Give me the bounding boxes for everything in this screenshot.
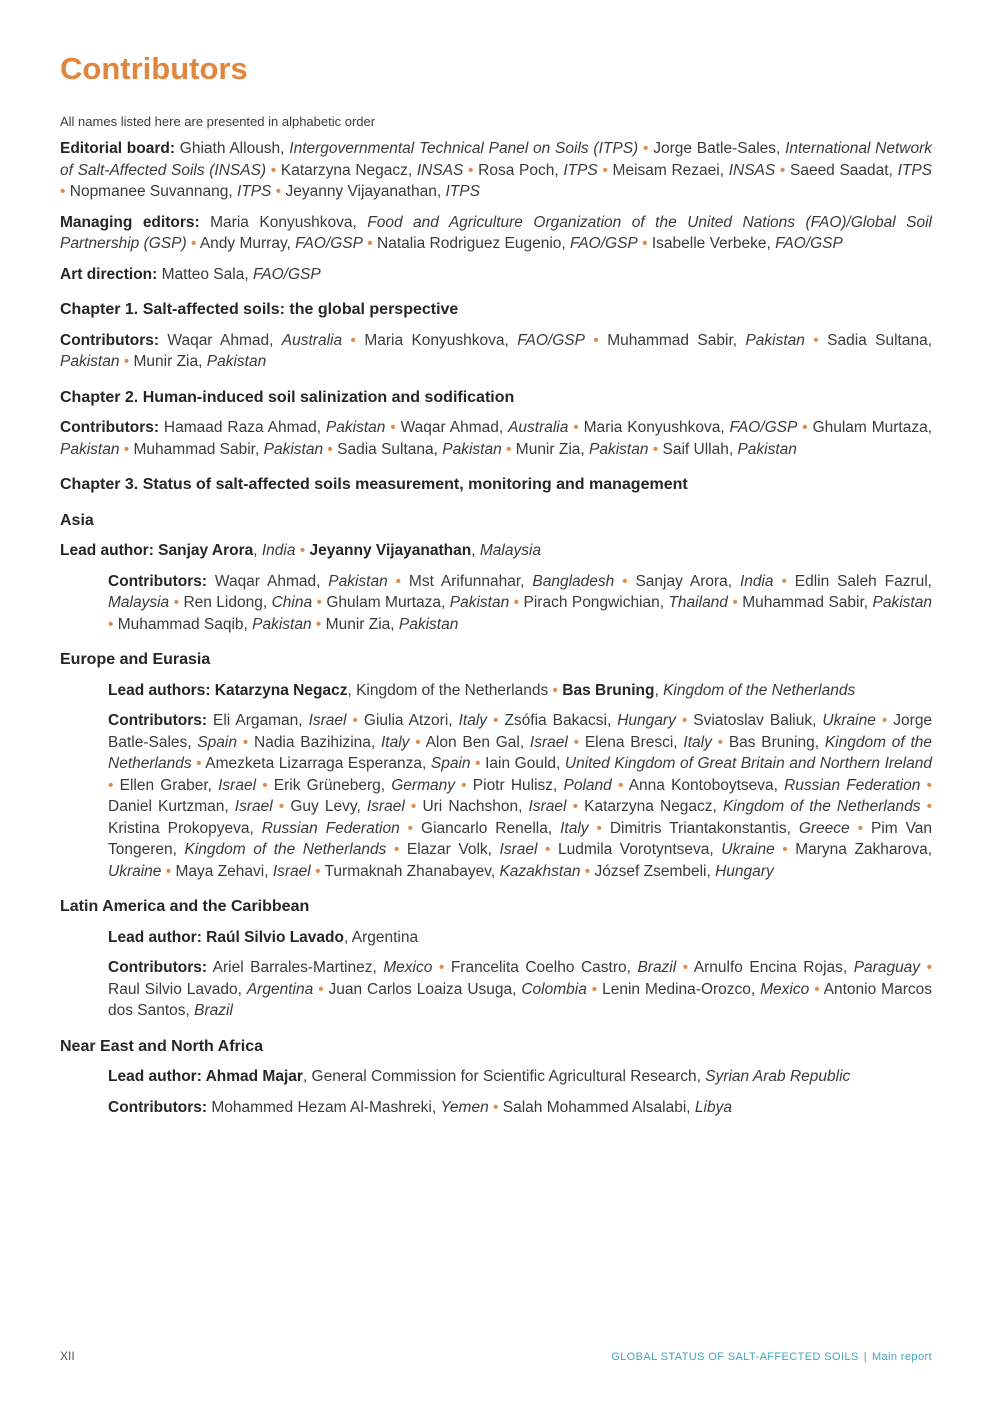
bullet-separator-icon: •: [642, 140, 649, 157]
bullet-separator-icon: •: [802, 419, 808, 436]
name-text: Waqar Ahmad,: [207, 572, 329, 590]
bullet-separator-icon: •: [278, 798, 285, 815]
affiliation-text: Italy: [381, 733, 410, 751]
bullet-separator-icon: •: [779, 161, 786, 179]
bullet-separator-icon: •: [165, 862, 172, 880]
affiliation-text: Malaysia: [108, 594, 170, 611]
bullet-separator-icon: •: [781, 572, 787, 590]
name-text: Salah Mohammed Alsalabi,: [502, 1098, 695, 1116]
affiliation-text: Mexico: [383, 959, 433, 976]
name-text: Saif Ullah,: [662, 440, 738, 458]
name-text: Antonio Marcos dos Santos,: [108, 980, 932, 1019]
content-blocks: [60, 138, 932, 1118]
name-text: Natalia Rodriguez Eugenio,: [377, 235, 571, 252]
bullet-separator-icon: •: [622, 572, 628, 590]
name-text: Turmaknah Zhanabayev,: [324, 862, 500, 880]
label-text: Lead author: Raúl Silvio Lavado: [108, 928, 344, 946]
name-text: Ghulam Murtaza,: [812, 419, 933, 436]
bullet-separator-icon: •: [732, 594, 738, 611]
affiliation-text: Israel: [529, 733, 568, 751]
bullet-separator-icon: •: [60, 183, 66, 200]
bullet-separator-icon: •: [782, 841, 788, 858]
affiliation-text: ITPS: [897, 161, 933, 179]
name-text: Dimitris Triantakonstantis,: [609, 819, 799, 837]
bullet-separator-icon: •: [270, 161, 277, 179]
affiliation-text: Kingdom of the Netherlands: [722, 798, 921, 815]
name-text: Arnulfo Encina Rojas,: [693, 959, 854, 976]
name-text: Francelita Coelho Castro,: [450, 959, 638, 976]
label-text: Art direction:: [60, 265, 158, 283]
name-text: Maryna Zakharova,: [795, 841, 933, 858]
label-text: Contributors:: [108, 712, 208, 729]
bullet-separator-icon: •: [108, 615, 114, 633]
affiliation-text: Pakistan: [325, 419, 386, 436]
name-text: Sanjay Arora,: [635, 572, 740, 590]
page-footer: [60, 1349, 932, 1363]
affiliation-text: Russian Federation: [784, 776, 921, 794]
name-text: Raul Silvio Lavado,: [108, 980, 247, 998]
name-text: Katarzyna Negacz,: [584, 798, 723, 815]
paragraph: [60, 330, 932, 373]
name-text: Muhammad Saqib,: [117, 615, 253, 633]
bullet-separator-icon: •: [493, 712, 499, 729]
name-text: Waqar Ahmad,: [159, 331, 282, 349]
page-number: XII: [60, 1349, 75, 1363]
bullet-separator-icon: •: [681, 712, 688, 729]
name-text: Giancarlo Renella,: [421, 819, 561, 837]
bullet-separator-icon: •: [415, 733, 421, 751]
name-text: Munir Zia,: [133, 353, 207, 370]
affiliation-text: Pakistan: [872, 594, 932, 611]
bullet-separator-icon: •: [596, 819, 602, 837]
affiliation-text: ITPS: [236, 183, 272, 200]
bullet-separator-icon: •: [493, 1098, 499, 1116]
name-text: Piotr Hulisz,: [472, 776, 564, 794]
name-text: Saeed Saadat,: [789, 161, 898, 179]
affiliation-text: Libya: [694, 1098, 732, 1116]
paragraph: [60, 138, 932, 203]
name-text: Erik Grüneberg,: [273, 776, 392, 794]
affiliation-text: FAO/GSP: [252, 265, 321, 283]
name-text: Muhammad Sabir,: [133, 440, 264, 458]
affiliation-text: Greece: [798, 819, 850, 837]
bullet-separator-icon: •: [602, 161, 608, 179]
affiliation-text: Russian Federation: [261, 819, 400, 837]
name-text: Guy Levy,: [290, 798, 367, 815]
affiliation-text: Pakistan: [328, 572, 388, 590]
bullet-separator-icon: •: [506, 440, 512, 458]
name-text: Daniel Kurtzman,: [108, 798, 235, 815]
name-text: Isabelle Verbeke,: [651, 235, 776, 252]
name-text: Rosa Poch,: [478, 161, 564, 179]
report-name: GLOBAL STATUS OF SALT-AFFECTED SOILS: [611, 1351, 859, 1363]
affiliation-text: ITPS: [445, 183, 480, 200]
bullet-separator-icon: •: [926, 776, 932, 794]
bullet-separator-icon: •: [573, 419, 579, 436]
name-text: Pim Van Tongeren,: [108, 819, 933, 858]
name-text: József Zsembeli,: [594, 862, 716, 880]
affiliation-text: FAO/GSP: [517, 331, 585, 349]
bullet-separator-icon: •: [682, 959, 689, 976]
affiliation-text: Pakistan: [252, 615, 312, 633]
name-text: Hamaad Raza Ahmad,: [159, 419, 326, 436]
affiliation-text: Israel: [499, 841, 538, 858]
name-text: Ellen Graber,: [119, 776, 219, 794]
name-text: Amezketa Lizarraga Esperanza,: [205, 755, 431, 772]
affiliation-text: China: [271, 594, 313, 611]
affiliation-text: Israel: [272, 862, 311, 880]
region-heading: Europe and Eurasia: [60, 651, 211, 668]
alphabetic-order-note: All names listed here are presented in alphabetic order: [60, 114, 376, 129]
bullet-separator-icon: •: [390, 419, 396, 436]
bullet-separator-icon: •: [545, 841, 551, 858]
bullet-separator-icon: •: [438, 959, 445, 976]
name-text: Elena Bresci,: [584, 733, 684, 751]
name-text: , Kingdom of the Netherlands: [347, 681, 549, 699]
affiliation-text: Kingdom of the Netherlands: [108, 733, 933, 772]
name-text: Ghulam Murtaza,: [326, 594, 450, 611]
affiliation-text: Brazil: [194, 1002, 233, 1019]
affiliation-text: Australia: [281, 331, 343, 349]
bullet-separator-icon: •: [857, 819, 864, 837]
label-text: Contributors:: [108, 959, 208, 976]
bullet-separator-icon: •: [410, 798, 417, 815]
bullet-separator-icon: •: [717, 733, 724, 751]
region-heading: Asia: [60, 511, 94, 529]
name-text: Bas Bruning,: [728, 733, 825, 751]
affiliation-text: Pakistan: [263, 440, 324, 458]
affiliation-text: India: [261, 542, 296, 559]
name-text: Edlin Saleh Fazrul,: [794, 572, 932, 590]
bullet-separator-icon: •: [513, 594, 520, 611]
affiliation-text: Malaysia: [479, 542, 542, 559]
name-text: Maria Konyushkova,: [199, 213, 368, 231]
name-text: Jeyanny Vijayanathan,: [285, 183, 446, 200]
name-text: Elazar Volk,: [406, 841, 500, 858]
affiliation-text: Ukraine: [108, 862, 162, 880]
name-text: ,: [471, 542, 480, 559]
affiliation-text: Pakistan: [589, 440, 649, 458]
label-text: Lead author: Ahmad Majar: [108, 1068, 303, 1085]
affiliation-text: Israel: [218, 776, 257, 794]
name-text: Munir Zia,: [325, 615, 399, 633]
region-heading: Near East and North Africa: [60, 1037, 264, 1055]
page-content: [60, 50, 932, 1118]
name-text: Ghiath Alloush,: [175, 140, 290, 157]
bullet-separator-icon: •: [299, 542, 306, 559]
name-text: Ren Lidong,: [183, 594, 272, 611]
bullet-separator-icon: •: [318, 980, 324, 998]
affiliation-text: Thailand: [668, 594, 728, 611]
report-title: [611, 1351, 932, 1363]
name-text: Sadia Sultana,: [827, 331, 933, 349]
affiliation-text: Pakistan: [449, 594, 510, 611]
bullet-separator-icon: •: [393, 841, 400, 858]
affiliation-text: Poland: [563, 776, 612, 794]
bullet-separator-icon: •: [813, 331, 819, 349]
name-text: Maria Konyushkova,: [583, 419, 730, 436]
bullet-separator-icon: •: [593, 331, 599, 349]
lead-author-line: [60, 540, 932, 562]
lead-author-line: [108, 927, 932, 949]
bullet-separator-icon: •: [573, 733, 580, 751]
label-text: Managing editors:: [60, 213, 200, 231]
bullet-separator-icon: •: [327, 440, 333, 458]
name-text: , General Commission for Scientific Agricultural Research,: [302, 1068, 706, 1085]
name-text: Sviatoslav Baliuk,: [693, 712, 823, 729]
affiliation-text: Italy: [458, 712, 488, 729]
bullet-separator-icon: •: [617, 776, 624, 794]
region-heading: Latin America and the Caribbean: [60, 898, 310, 915]
paragraph: [108, 1097, 932, 1119]
bullet-separator-icon: •: [461, 776, 467, 794]
affiliation-text: ITPS: [563, 161, 598, 179]
affiliation-text: FAO/GSP: [775, 235, 843, 252]
name-text: Alon Ben Gal,: [425, 733, 530, 751]
paragraph: [108, 571, 932, 636]
name-text: Ludmila Vorotyntseva,: [557, 841, 722, 858]
affiliation-text: International Network of Salt-Affected Soils (INSAS): [60, 140, 933, 179]
name-text: Andy Murray,: [199, 235, 296, 252]
bullet-separator-icon: •: [552, 681, 558, 699]
name-text: ,: [253, 542, 262, 559]
name-text: , Argentina: [343, 928, 419, 946]
lead-author-line: [108, 680, 932, 702]
affiliation-text: Hungary: [715, 862, 774, 880]
label-text: Jeyanny Vijayanathan: [309, 542, 472, 559]
name-text: Maria Konyushkova,: [364, 331, 518, 349]
name-text: Munir Zia,: [515, 440, 589, 458]
paragraph: [108, 957, 932, 1022]
affiliation-text: INSAS: [416, 161, 464, 179]
bullet-separator-icon: •: [591, 980, 598, 998]
name-text: Sadia Sultana,: [337, 440, 443, 458]
affiliation-text: Australia: [508, 419, 569, 436]
affiliation-text: FAO/GSP: [295, 235, 363, 252]
affiliation-text: Kazakhstan: [499, 862, 581, 880]
bullet-separator-icon: •: [352, 712, 358, 729]
affiliation-text: Ukraine: [822, 712, 876, 729]
affiliation-text: Israel: [528, 798, 567, 815]
affiliation-text: Pakistan: [60, 353, 120, 370]
name-text: Nopmanee Suvannang,: [69, 183, 237, 200]
page-title: Contributors: [60, 51, 248, 86]
affiliation-text: Kingdom of the Netherlands: [184, 841, 387, 858]
name-text: Jorge Batle-Sales,: [653, 140, 786, 157]
bullet-separator-icon: •: [881, 712, 888, 729]
chapter-heading: Chapter 3. Status of salt-affected soils measurement, monitoring and management: [60, 476, 688, 493]
bullet-separator-icon: •: [395, 572, 402, 590]
affiliation-text: INSAS: [728, 161, 776, 179]
bullet-separator-icon: •: [262, 776, 268, 794]
label-text: Contributors:: [60, 419, 160, 436]
bullet-separator-icon: •: [367, 235, 373, 252]
bullet-separator-icon: •: [926, 798, 933, 815]
name-text: Ariel Barrales-Martinez,: [207, 959, 384, 976]
name-text: Eli Argaman,: [207, 712, 309, 729]
affiliation-text: Germany: [391, 776, 455, 794]
name-text: Pirach Pongwichian,: [523, 594, 669, 611]
bullet-separator-icon: •: [468, 161, 474, 179]
affiliation-text: Italy: [683, 733, 712, 751]
name-text: Maya Zehavi,: [175, 862, 273, 880]
name-text: ,: [654, 681, 664, 699]
paragraph: [60, 212, 932, 255]
name-text: Lenin Medina-Orozco,: [602, 980, 761, 998]
affiliation-text: Bangladesh: [532, 572, 615, 590]
bullet-separator-icon: •: [123, 353, 130, 370]
affiliation-text: United Kingdom of Great Britain and Northern Ireland: [564, 755, 932, 772]
affiliation-text: FAO/GSP: [729, 419, 798, 436]
bullet-separator-icon: •: [584, 862, 591, 880]
name-text: Iain Gould,: [485, 755, 565, 772]
bullet-separator-icon: •: [814, 980, 820, 998]
name-text: Jorge Batle-Sales,: [108, 712, 933, 751]
affiliation-text: Israel: [366, 798, 405, 815]
affiliation-text: Kingdom of the Netherlands: [663, 681, 856, 699]
affiliation-text: Spain: [430, 755, 471, 772]
paragraph: [60, 264, 932, 286]
bullet-separator-icon: •: [350, 331, 356, 349]
affiliation-text: Pakistan: [745, 331, 805, 349]
name-text: Mst Arifunnahar,: [408, 572, 533, 590]
bullet-separator-icon: •: [407, 819, 414, 837]
paragraph: [60, 417, 932, 460]
affiliation-text: Syrian Arab Republic: [705, 1068, 851, 1085]
bullet-separator-icon: •: [315, 615, 322, 633]
bullet-separator-icon: •: [275, 183, 282, 200]
affiliation-text: Colombia: [521, 980, 587, 998]
affiliation-text: Pakistan: [737, 440, 797, 458]
name-text: Muhammad Sabir,: [742, 594, 873, 611]
bullet-separator-icon: •: [190, 235, 197, 252]
report-subtitle: Main report: [871, 1351, 932, 1363]
affiliation-text: Pakistan: [60, 440, 120, 458]
bullet-separator-icon: •: [173, 594, 180, 611]
name-text: Waqar Ahmad,: [400, 419, 509, 436]
label-text: Bas Bruning: [562, 681, 655, 699]
chapter-heading: Chapter 2. Human-induced soil salinization and sodification: [60, 388, 515, 406]
affiliation-text: Mexico: [760, 980, 810, 998]
affiliation-text: Israel: [234, 798, 273, 815]
label-text: Lead author: Sanjay Arora: [60, 542, 254, 559]
name-text: Muhammad Sabir,: [607, 331, 746, 349]
affiliation-text: Spain: [197, 733, 237, 751]
affiliation-text: Yemen: [440, 1098, 489, 1116]
name-text: Nadia Bazihizina,: [254, 733, 381, 751]
name-text: Juan Carlos Loaiza Usuga,: [328, 980, 522, 998]
affiliation-text: Hungary: [617, 712, 676, 729]
affiliation-text: FAO/GSP: [570, 235, 638, 252]
name-text: Katarzyna Negacz,: [280, 161, 417, 179]
affiliation-text: India: [739, 572, 774, 590]
affiliation-text: Argentina: [246, 980, 314, 998]
name-text: Kristina Prokopyeva,: [108, 819, 262, 837]
name-text: Uri Nachshon,: [422, 798, 529, 815]
label-text: Contributors:: [60, 331, 160, 349]
paragraph: [108, 710, 932, 882]
name-text: Mohammed Hezam Al-Mashreki,: [207, 1098, 441, 1116]
affiliation-text: Food and Agriculture Organization of the United Nations (FAO)/Global Soil Partnership (GSP): [60, 213, 932, 252]
label-text: Contributors:: [108, 1098, 208, 1116]
label-text: Editorial board:: [60, 140, 175, 157]
affiliation-text: Pakistan: [442, 440, 502, 458]
lead-author-line: [108, 1066, 932, 1088]
name-text: Zsófia Bakacsi,: [504, 712, 618, 729]
bullet-separator-icon: •: [242, 733, 249, 751]
name-text: Matteo Sala,: [157, 265, 253, 283]
affiliation-text: Intergovernmental Technical Panel on Soils (ITPS): [289, 140, 639, 157]
bullet-separator-icon: •: [642, 235, 648, 252]
bullet-separator-icon: •: [652, 440, 659, 458]
affiliation-text: Italy: [560, 819, 589, 837]
chapter-heading: Chapter 1. Salt-affected soils: the global perspective: [60, 301, 459, 318]
bullet-separator-icon: •: [196, 755, 202, 772]
bullet-separator-icon: •: [315, 862, 321, 880]
bullet-separator-icon: •: [475, 755, 481, 772]
affiliation-text: Ukraine: [721, 841, 775, 858]
bullet-separator-icon: •: [108, 776, 114, 794]
affiliation-text: Pakistan: [398, 615, 459, 633]
name-text: Meisam Rezaei,: [612, 161, 729, 179]
affiliation-text: Israel: [308, 712, 347, 729]
bullet-separator-icon: •: [572, 798, 578, 815]
affiliation-text: Brazil: [637, 959, 677, 976]
name-text: Anna Kontoboytseva,: [628, 776, 785, 794]
label-text: Lead authors: Katarzyna Negacz: [108, 681, 348, 699]
name-text: Giulia Atzori,: [363, 712, 459, 729]
affiliation-text: Paraguay: [853, 959, 921, 976]
footer-separator: |: [863, 1351, 867, 1363]
label-text: Contributors:: [108, 572, 208, 590]
bullet-separator-icon: •: [926, 959, 932, 976]
bullet-separator-icon: •: [316, 594, 322, 611]
affiliation-text: Pakistan: [206, 353, 267, 370]
bullet-separator-icon: •: [123, 440, 130, 458]
